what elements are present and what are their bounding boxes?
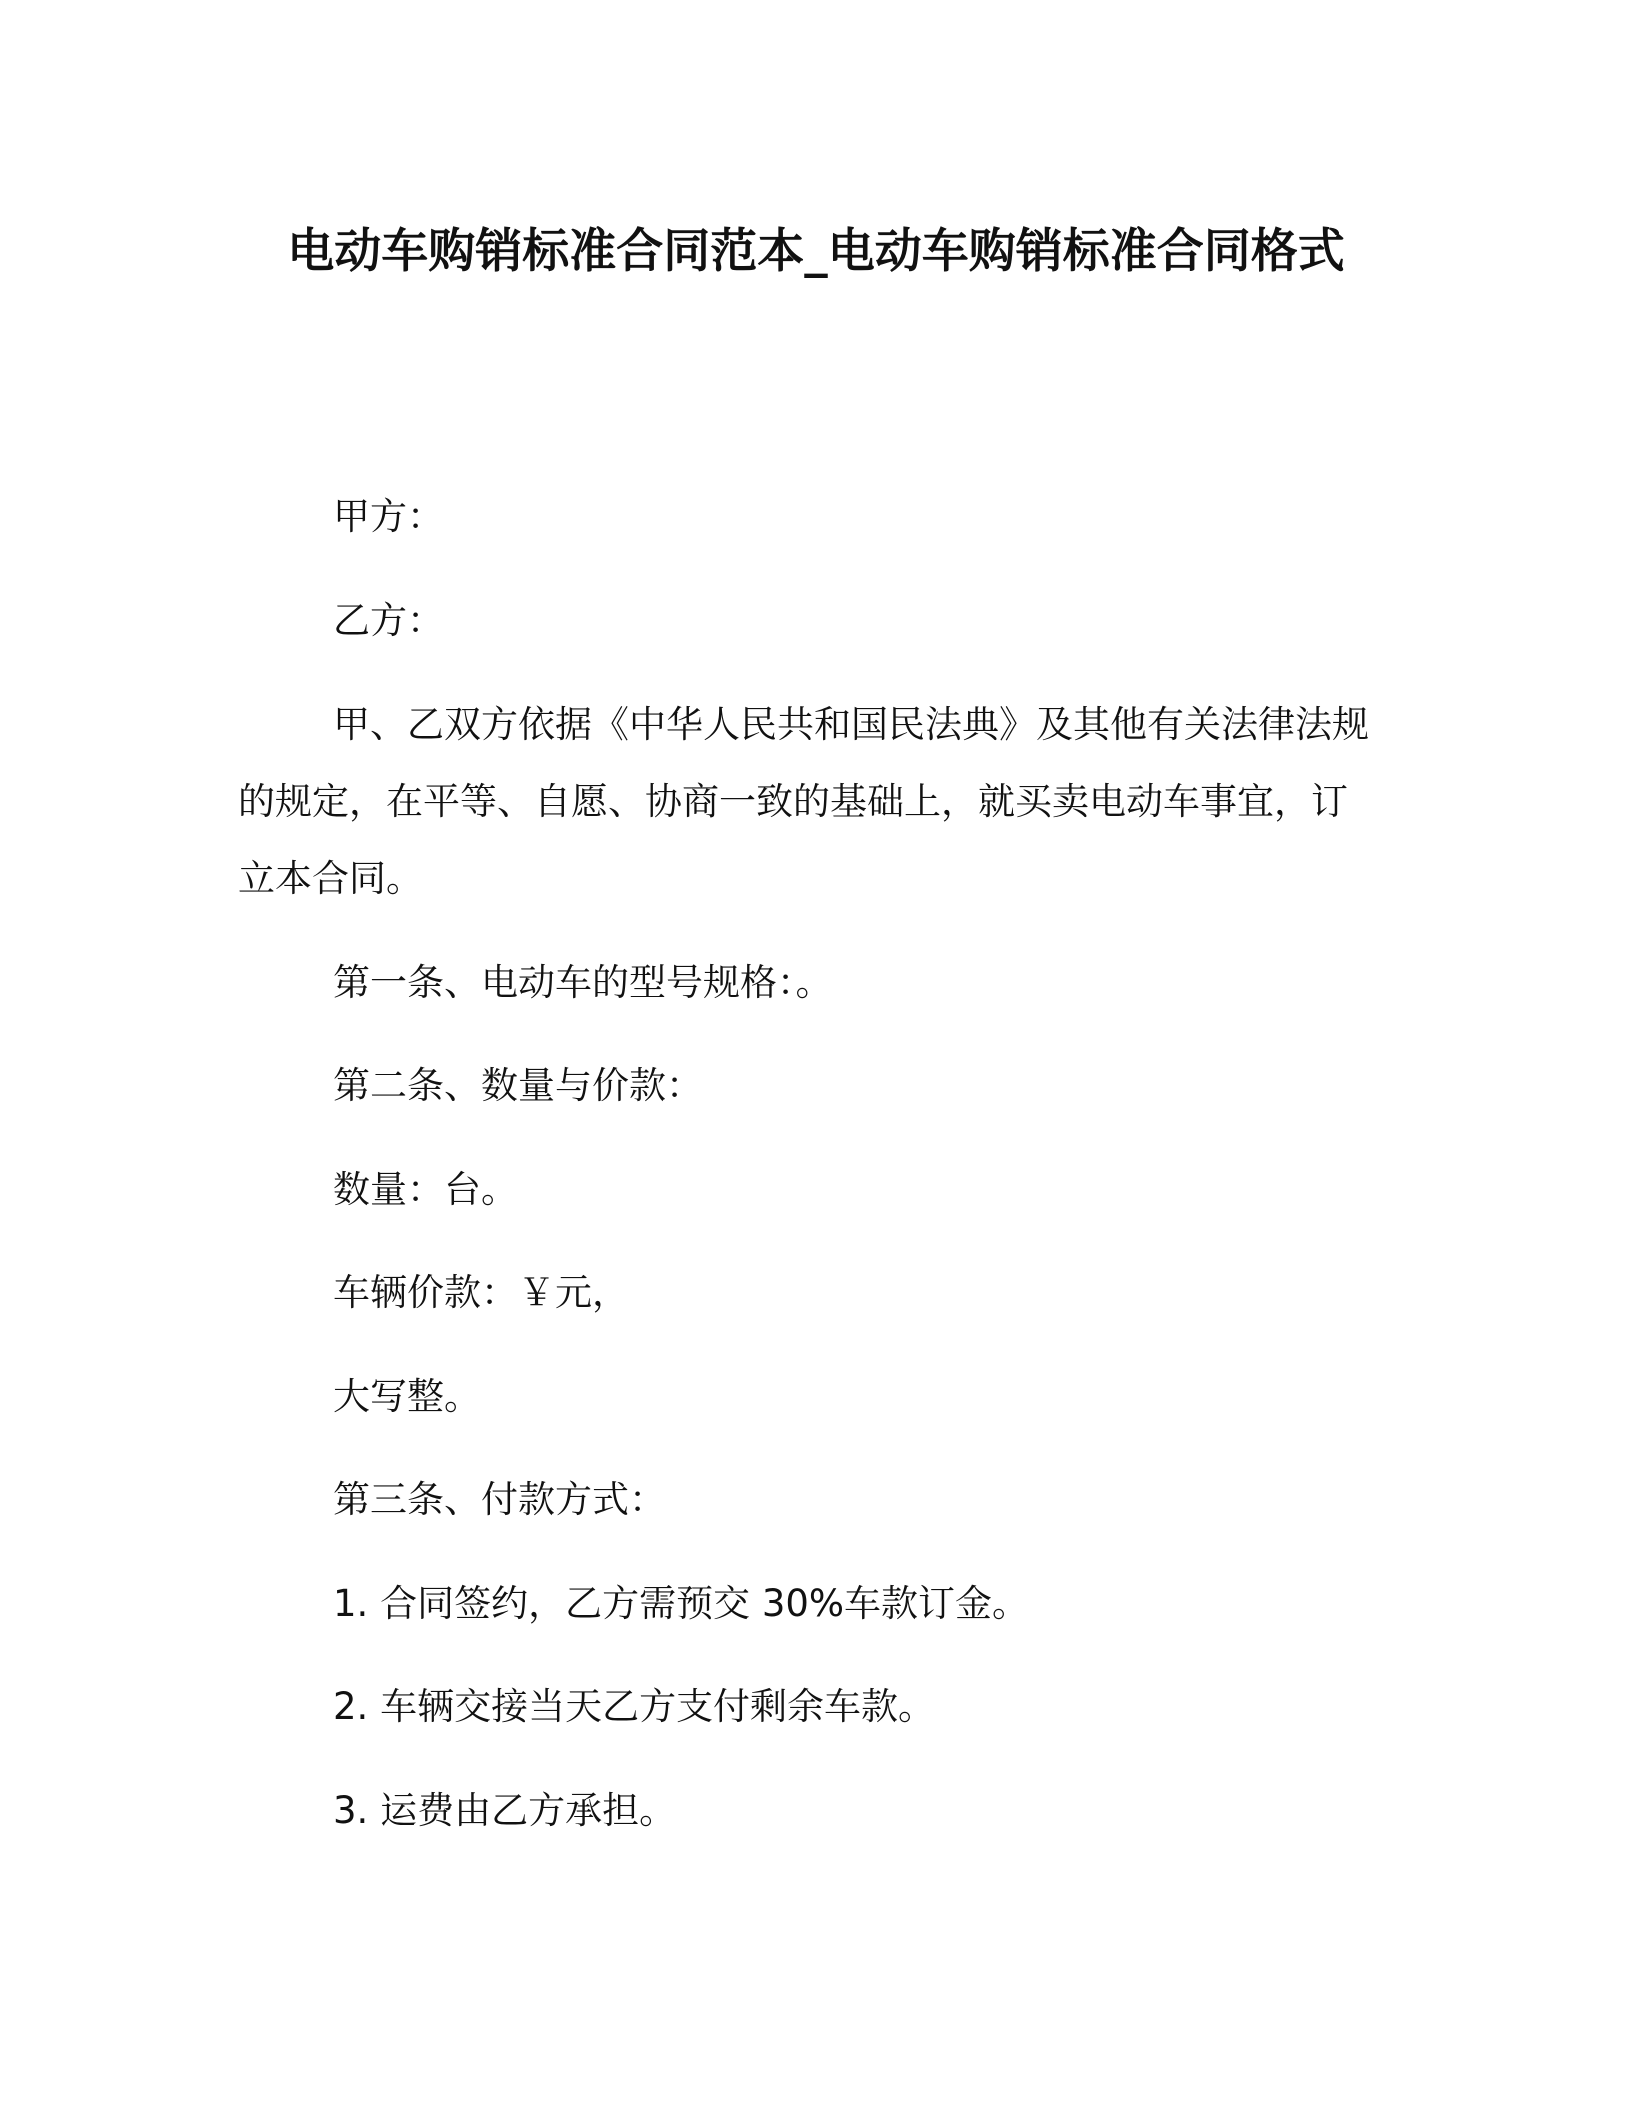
quantity-line: 数量：台。 — [333, 1168, 518, 1211]
capital-amount-line: 大写整。 — [333, 1375, 481, 1418]
article-1: 第一条、电动车的型号规格：。 — [333, 961, 833, 1004]
document-title: 电动车购销标准合同范本_电动车购销标准合同格式 — [287, 224, 1345, 279]
payment-item-1: 1. 合同签约，乙方需预交 30%车款订金。 — [333, 1582, 1030, 1625]
article-3-heading: 第三条、付款方式： — [333, 1478, 666, 1521]
article-2-heading: 第二条、数量与价款： — [333, 1064, 703, 1107]
party-a-label: 甲方： — [333, 495, 444, 538]
payment-item-3: 3. 运费由乙方承担。 — [333, 1789, 677, 1832]
price-line: 车辆价款：￥元， — [333, 1271, 629, 1314]
preamble-line-1: 甲、乙双方依据《中华人民共和国民法典》及其他有关法律法规 — [333, 703, 1369, 746]
party-b-label: 乙方： — [333, 599, 444, 642]
preamble-line-2: 的规定，在平等、自愿、协商一致的基础上，就买卖电动车事宜，订 — [238, 780, 1348, 823]
preamble-line-3: 立本合同。 — [238, 857, 423, 900]
payment-item-2: 2. 车辆交接当天乙方支付剩余车款。 — [333, 1685, 936, 1728]
